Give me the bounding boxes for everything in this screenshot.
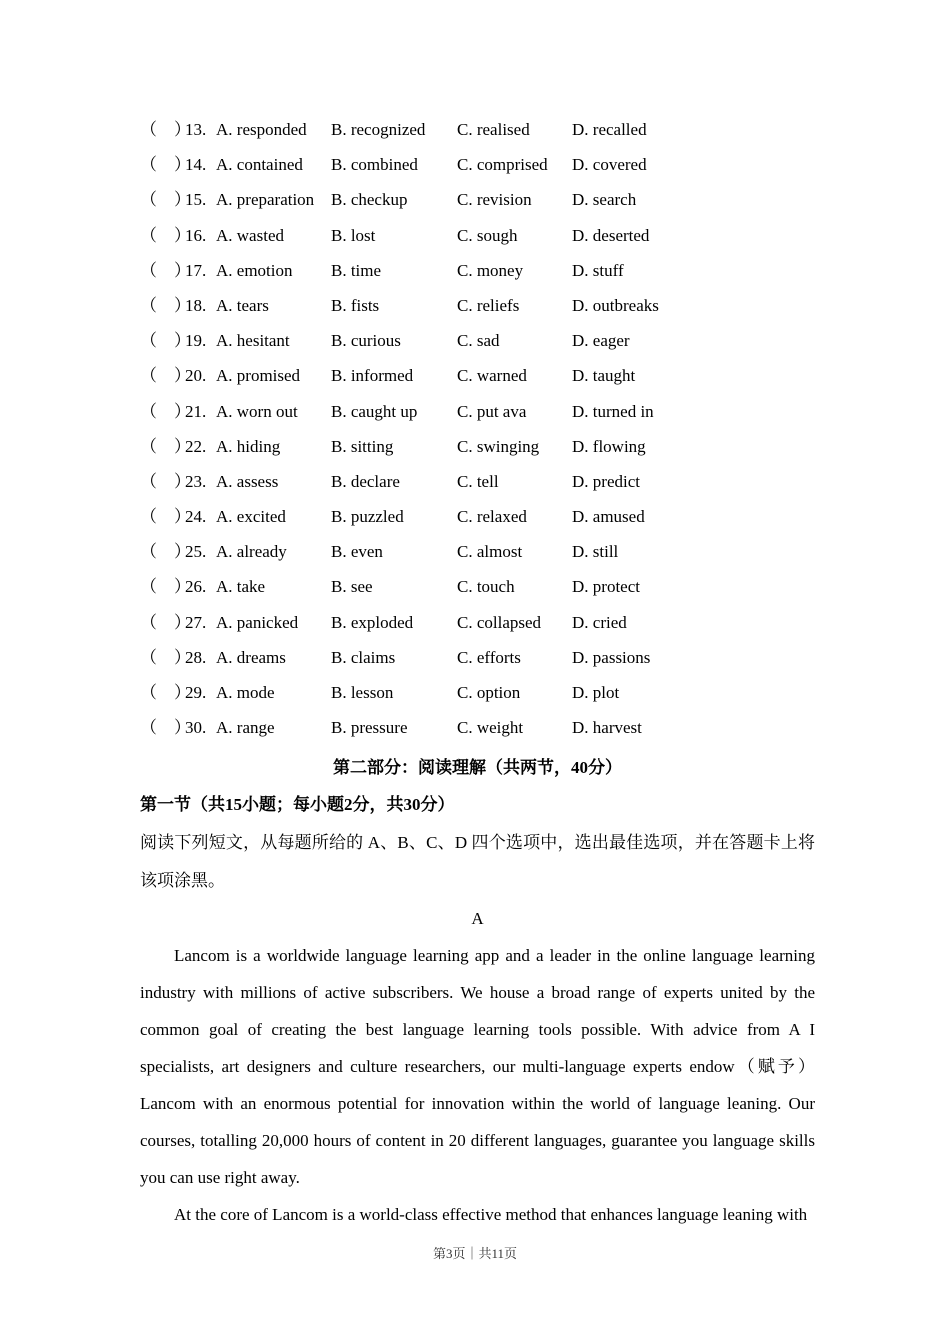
option-d: D. cried [572, 612, 627, 632]
question-number: 15. [185, 190, 207, 210]
question-number: 14. [185, 155, 207, 175]
option-b: B. recognized [331, 120, 426, 139]
question-number: 24. [185, 507, 207, 527]
option-c: C. revision [457, 190, 532, 210]
option-b: B. sitting [331, 436, 394, 456]
option-a: A. hiding [216, 436, 281, 456]
option-a: A. panicked [216, 612, 299, 632]
answer-bracket: （ ） [140, 401, 191, 421]
answer-bracket: （ ） [140, 577, 191, 597]
question-number: 28. [185, 647, 207, 667]
option-c: C. sad [457, 331, 500, 351]
answer-bracket: （ ） [140, 366, 191, 386]
question-number: 16. [185, 225, 207, 245]
passage-paragraph-2: At the core of Lancom is a world-class effective method that enhances language leaning with [174, 1205, 808, 1225]
option-d: D. outbreaks [572, 295, 659, 315]
question-number: 26. [185, 577, 207, 597]
option-a: A. contained [216, 155, 303, 175]
question-row-14 [140, 147, 815, 182]
option-c: C. relaxed [457, 507, 527, 527]
answer-bracket: （ ） [140, 683, 191, 702]
option-d: D. stuff [572, 260, 624, 280]
question-row-21 [140, 394, 815, 429]
option-a: A. promised [216, 366, 301, 386]
question-number: 19. [185, 331, 207, 351]
passage-paragraph-1: Lancom is a worldwide language learning app and a leader in the online language learning industry with millions of active subscribers. We house a broad range of experts united by the common goal of creating the best language learning tools possible. With advice from A I specialists, art designers and culture researchers, our multi-language experts endow（赋予）Lancom with an enormous potential for innovation within the world of language leaning. Our courses, totalling 20,000 hours of content in 20 different languages, guarantee you language skills you can use right away. [140, 946, 815, 1188]
question-row-29 [140, 675, 815, 710]
option-a: A. preparation [216, 190, 315, 210]
option-a: A. range [216, 718, 275, 738]
option-d: D. protect [572, 577, 640, 597]
option-b: B. curious [331, 331, 401, 351]
answer-bracket: （ ） [140, 436, 191, 456]
option-d: D. recalled [572, 120, 647, 139]
option-a: A. assess [216, 471, 279, 491]
option-d: D. passions [572, 647, 651, 667]
question-number: 18. [185, 295, 207, 315]
answer-bracket: （ ） [140, 225, 191, 245]
option-c: C. collapsed [457, 612, 542, 632]
section1-instructions: 阅读下列短文，从每题所给的 A、B、C、D 四个选项中，选出最佳选项，并在答题卡上将该项涂黑。 [140, 833, 815, 891]
section1-title: 第一节（共15小题；每小题2分，共30分） [140, 795, 455, 815]
option-d: D. search [572, 190, 637, 210]
option-a: A. take [216, 577, 266, 597]
answer-bracket: （ ） [140, 542, 191, 562]
passage-label-a: A [471, 909, 484, 929]
option-b: B. declare [331, 471, 400, 491]
question-row-15 [140, 182, 815, 217]
option-d: D. plot [572, 683, 620, 702]
option-b: B. caught up [331, 401, 418, 421]
option-c: C. put ava [457, 401, 527, 421]
option-d: D. deserted [572, 225, 650, 245]
option-a: A. tears [216, 295, 269, 315]
option-b: B. even [331, 542, 383, 562]
passage-a [140, 937, 815, 1233]
question-number: 23. [185, 471, 207, 491]
question-row-27 [140, 605, 815, 640]
option-b: B. claims [331, 647, 396, 667]
option-a: A. already [216, 542, 287, 562]
option-c: C. realised [457, 120, 530, 139]
question-row-18 [140, 288, 815, 323]
option-b: B. checkup [331, 190, 408, 210]
option-a: A. responded [216, 120, 307, 139]
option-c: C. touch [457, 577, 515, 597]
option-b: B. puzzled [331, 507, 404, 527]
question-row-17 [140, 253, 815, 288]
option-b: B. time [331, 260, 382, 280]
option-b: B. exploded [331, 612, 414, 632]
option-c: C. weight [457, 718, 524, 738]
option-c: C. efforts [457, 647, 521, 667]
option-a: A. worn out [216, 401, 298, 421]
option-c: C. tell [457, 471, 499, 491]
option-c: C. money [457, 260, 524, 280]
question-row-24 [140, 499, 815, 534]
option-d: D. covered [572, 155, 647, 175]
question-number: 30. [185, 718, 207, 738]
option-d: D. taught [572, 366, 636, 386]
option-b: B. fists [331, 295, 380, 315]
option-b: B. see [331, 577, 373, 597]
question-number: 13. [185, 120, 207, 139]
answer-bracket: （ ） [140, 647, 191, 667]
question-number: 27. [185, 612, 207, 632]
answer-bracket: （ ） [140, 507, 191, 527]
option-c: C. comprised [457, 155, 548, 175]
option-d: D. turned in [572, 401, 654, 421]
question-number: 17. [185, 260, 207, 280]
option-d: D. harvest [572, 718, 642, 738]
option-a: A. hesitant [216, 331, 290, 351]
question-row-25 [140, 534, 815, 569]
question-row-30 [140, 710, 815, 745]
option-a: A. dreams [216, 647, 286, 667]
option-b: B. informed [331, 366, 414, 386]
option-d: D. flowing [572, 436, 646, 456]
option-a: A. excited [216, 507, 286, 527]
question-row-20 [140, 358, 815, 393]
option-b: B. lesson [331, 683, 394, 702]
question-row-16 [140, 218, 815, 253]
answer-bracket: （ ） [140, 260, 191, 280]
option-d: D. eager [572, 331, 630, 351]
answer-bracket: （ ） [140, 120, 191, 139]
question-row-28 [140, 640, 815, 675]
answer-bracket: （ ） [140, 612, 191, 632]
answer-bracket: （ ） [140, 331, 191, 351]
question-number: 22. [185, 436, 207, 456]
answer-bracket: （ ） [140, 471, 191, 491]
option-d: D. amused [572, 507, 645, 527]
question-row-23 [140, 464, 815, 499]
question-number: 29. [185, 683, 207, 702]
option-c: C. almost [457, 542, 523, 562]
answer-bracket: （ ） [140, 155, 191, 175]
question-row-13 [140, 112, 815, 147]
question-number: 21. [185, 401, 207, 421]
question-row-26 [140, 569, 815, 604]
answer-bracket: （ ） [140, 295, 191, 315]
answer-bracket: （ ） [140, 190, 191, 210]
answer-bracket: （ ） [140, 718, 191, 738]
part2-title: 第二部分：阅读理解（共两节，40分） [333, 758, 622, 778]
question-row-22 [140, 429, 815, 464]
question-row-19 [140, 323, 815, 358]
option-d: D. still [572, 542, 619, 562]
option-a: A. mode [216, 683, 275, 702]
option-c: C. swinging [457, 436, 540, 456]
question-number: 20. [185, 366, 207, 386]
option-c: C. sough [457, 225, 518, 245]
option-d: D. predict [572, 471, 640, 491]
option-c: C. option [457, 683, 521, 702]
option-b: B. combined [331, 155, 418, 175]
question-number: 25. [185, 542, 207, 562]
option-a: A. wasted [216, 225, 284, 245]
option-c: C. reliefs [457, 295, 520, 315]
option-c: C. warned [457, 366, 527, 386]
page-number-footer: 第3页｜共11页 [432, 1246, 518, 1261]
option-a: A. emotion [216, 260, 293, 280]
option-b: B. lost [331, 225, 376, 245]
option-b: B. pressure [331, 718, 408, 738]
